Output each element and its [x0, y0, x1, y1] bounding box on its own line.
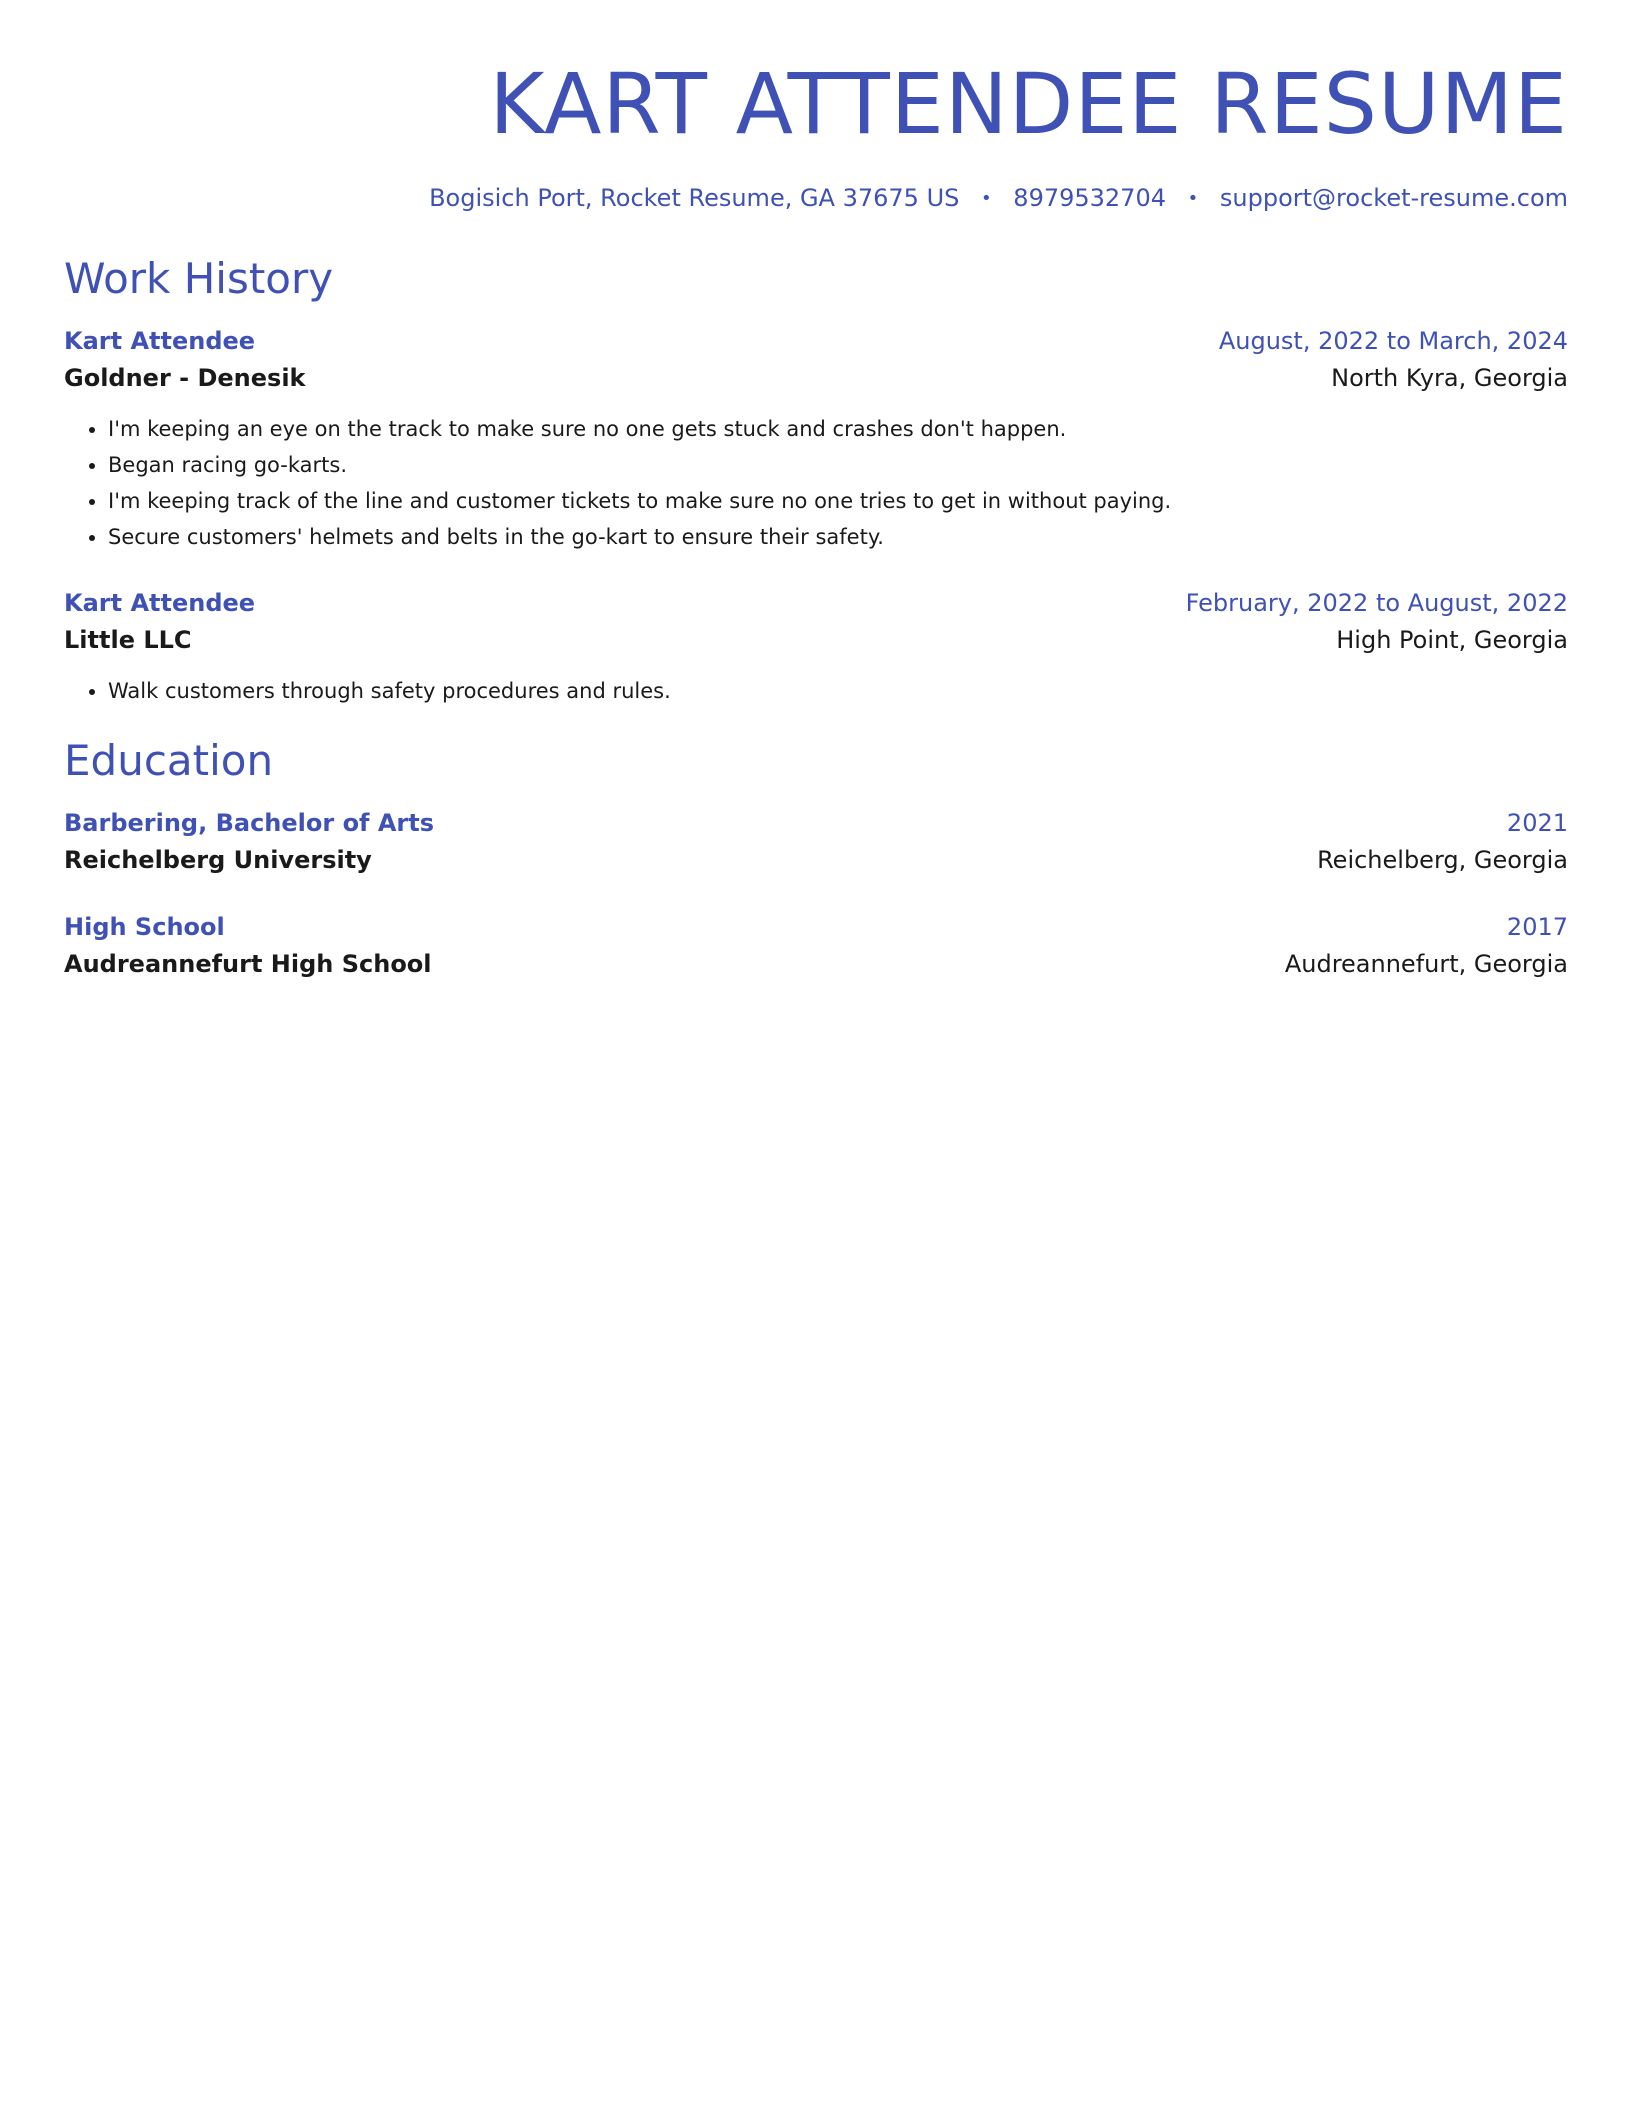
education-degree: High School — [64, 913, 225, 941]
education-location: Reichelberg, Georgia — [1317, 846, 1568, 874]
education-header-row — [64, 805, 1568, 841]
education-section — [64, 735, 1568, 983]
job-bullet: • Secure customers' helmets and belts in the go-kart to ensure their safety. — [108, 519, 1568, 555]
job-company-row — [64, 621, 1568, 659]
job-header-row — [64, 323, 1568, 359]
job-role: Kart Attendee — [64, 589, 256, 617]
education-school-row — [64, 945, 1568, 983]
education-school: Audreannefurt High School — [64, 950, 432, 978]
education-degree: Barbering, Bachelor of Arts — [64, 809, 435, 837]
job-dates: February, 2022 to August, 2022 — [1185, 589, 1568, 617]
job-location: High Point, Georgia — [1336, 626, 1568, 654]
job-location: North Kyra, Georgia — [1331, 364, 1568, 392]
job-bullets — [64, 411, 1568, 555]
job-bullet: • Walk customers through safety procedures and rules. — [108, 673, 1568, 709]
section-title-work-history: Work History — [64, 254, 334, 303]
education-location: Audreannefurt, Georgia — [1284, 950, 1568, 978]
job-bullets — [64, 673, 1568, 709]
job-dates: August, 2022 to March, 2024 — [1218, 327, 1568, 355]
contact-email: support@rocket-resume.com — [1219, 184, 1568, 212]
education-year: 2021 — [1506, 809, 1568, 837]
contact-line — [64, 182, 1568, 215]
job-header-row — [64, 585, 1568, 621]
education-school: Reichelberg University — [64, 846, 372, 874]
education-header-row — [64, 909, 1568, 945]
resume-title: KART ATTENDEE RESUME — [489, 55, 1568, 153]
work-history-section — [64, 253, 1568, 709]
job-bullet: • I'm keeping track of the line and customer tickets to make sure no one tries to get in without paying. — [108, 483, 1568, 519]
job-company-row — [64, 359, 1568, 397]
job-bullet: • I'm keeping an eye on the track to make sure no one gets stuck and crashes don't happen. — [108, 411, 1568, 447]
education-entry — [64, 805, 1568, 879]
contact-phone: 8979532704 — [1013, 184, 1166, 212]
contact-separator: • — [981, 188, 992, 209]
resume-header — [64, 0, 1568, 215]
education-school-row — [64, 841, 1568, 879]
education-year: 2017 — [1506, 913, 1568, 941]
section-title-education: Education — [64, 736, 274, 785]
job-role: Kart Attendee — [64, 327, 256, 355]
job-entry — [64, 585, 1568, 709]
contact-address: Bogisich Port, Rocket Resume, GA 37675 US — [429, 184, 960, 212]
job-entry — [64, 323, 1568, 555]
contact-separator: • — [1187, 188, 1199, 209]
job-bullet: • Began racing go-karts. — [108, 447, 1568, 483]
education-entry — [64, 909, 1568, 983]
job-company: Goldner - Denesik — [64, 364, 306, 392]
job-company: Little LLC — [64, 626, 192, 654]
